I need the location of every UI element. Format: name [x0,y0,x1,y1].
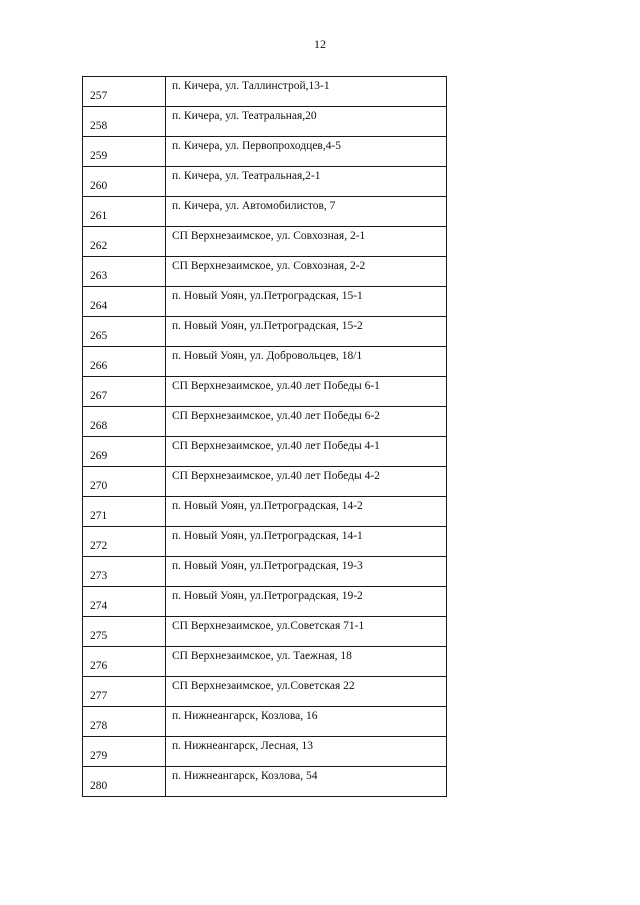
table-row [83,437,447,467]
row-address: п. Новый Уоян, ул.Петроградская, 15-1 [166,287,447,317]
row-address: СП Верхнезаимское, ул.40 лет Победы 6-2 [166,407,447,437]
row-address: п. Новый Уоян, ул.Петроградская, 19-3 [166,557,447,587]
row-number: 271 [83,497,166,527]
row-number: 273 [83,557,166,587]
row-number: 280 [83,767,166,797]
table-row [83,737,447,767]
table-row [83,767,447,797]
row-number: 279 [83,737,166,767]
row-address: п. Нижнеангарск, Козлова, 54 [166,767,447,797]
row-number: 272 [83,527,166,557]
table-row [83,587,447,617]
row-address: п. Новый Уоян, ул.Петроградская, 19-2 [166,587,447,617]
table-row [83,137,447,167]
address-table [82,76,447,797]
row-number: 264 [83,287,166,317]
row-address: п. Нижнеангарск, Лесная, 13 [166,737,447,767]
table-row [83,467,447,497]
row-address: СП Верхнезаимское, ул. Совхозная, 2-1 [166,227,447,257]
row-number: 270 [83,467,166,497]
row-number: 269 [83,437,166,467]
row-number: 259 [83,137,166,167]
row-address: СП Верхнезаимское, ул.Советская 22 [166,677,447,707]
row-number: 263 [83,257,166,287]
row-address: п. Новый Уоян, ул.Петроградская, 15-2 [166,317,447,347]
row-address: СП Верхнезаимское, ул.Советская 71-1 [166,617,447,647]
table-row [83,527,447,557]
row-number: 260 [83,167,166,197]
row-number: 257 [83,77,166,107]
row-address: СП Верхнезаимское, ул.40 лет Победы 4-2 [166,467,447,497]
row-number: 261 [83,197,166,227]
table-row [83,617,447,647]
table-row [83,407,447,437]
row-address: СП Верхнезаимское, ул. Таежная, 18 [166,647,447,677]
address-table-body [83,77,447,797]
row-number: 274 [83,587,166,617]
row-address: п. Кичера, ул. Первопроходцев,4-5 [166,137,447,167]
row-address: СП Верхнезаимское, ул.40 лет Победы 6-1 [166,377,447,407]
row-number: 276 [83,647,166,677]
row-address: СП Верхнезаимское, ул.40 лет Победы 4-1 [166,437,447,467]
row-number: 277 [83,677,166,707]
table-row [83,107,447,137]
table-row [83,317,447,347]
table-row [83,497,447,527]
row-address: СП Верхнезаимское, ул. Совхозная, 2-2 [166,257,447,287]
page-number: 12 [314,37,326,51]
row-address: п. Нижнеангарск, Козлова, 16 [166,707,447,737]
row-number: 278 [83,707,166,737]
row-number: 266 [83,347,166,377]
row-number: 262 [83,227,166,257]
row-address: п. Новый Уоян, ул.Петроградская, 14-1 [166,527,447,557]
row-number: 268 [83,407,166,437]
table-row [83,707,447,737]
table-row [83,227,447,257]
table-row [83,167,447,197]
row-address: п. Кичера, ул. Таллинстрой,13-1 [166,77,447,107]
row-number: 267 [83,377,166,407]
table-row [83,197,447,227]
row-address: п. Новый Уоян, ул. Добровольцев, 18/1 [166,347,447,377]
table-row [83,287,447,317]
table-row [83,347,447,377]
table-row [83,677,447,707]
row-address: п. Кичера, ул. Театральная,20 [166,107,447,137]
table-row [83,647,447,677]
row-address: п. Кичера, ул. Автомобилистов, 7 [166,197,447,227]
row-number: 265 [83,317,166,347]
row-address: п. Кичера, ул. Театральная,2-1 [166,167,447,197]
table-row [83,257,447,287]
row-number: 275 [83,617,166,647]
table-row [83,377,447,407]
row-address: п. Новый Уоян, ул.Петроградская, 14-2 [166,497,447,527]
row-number: 258 [83,107,166,137]
table-row [83,77,447,107]
table-row [83,557,447,587]
